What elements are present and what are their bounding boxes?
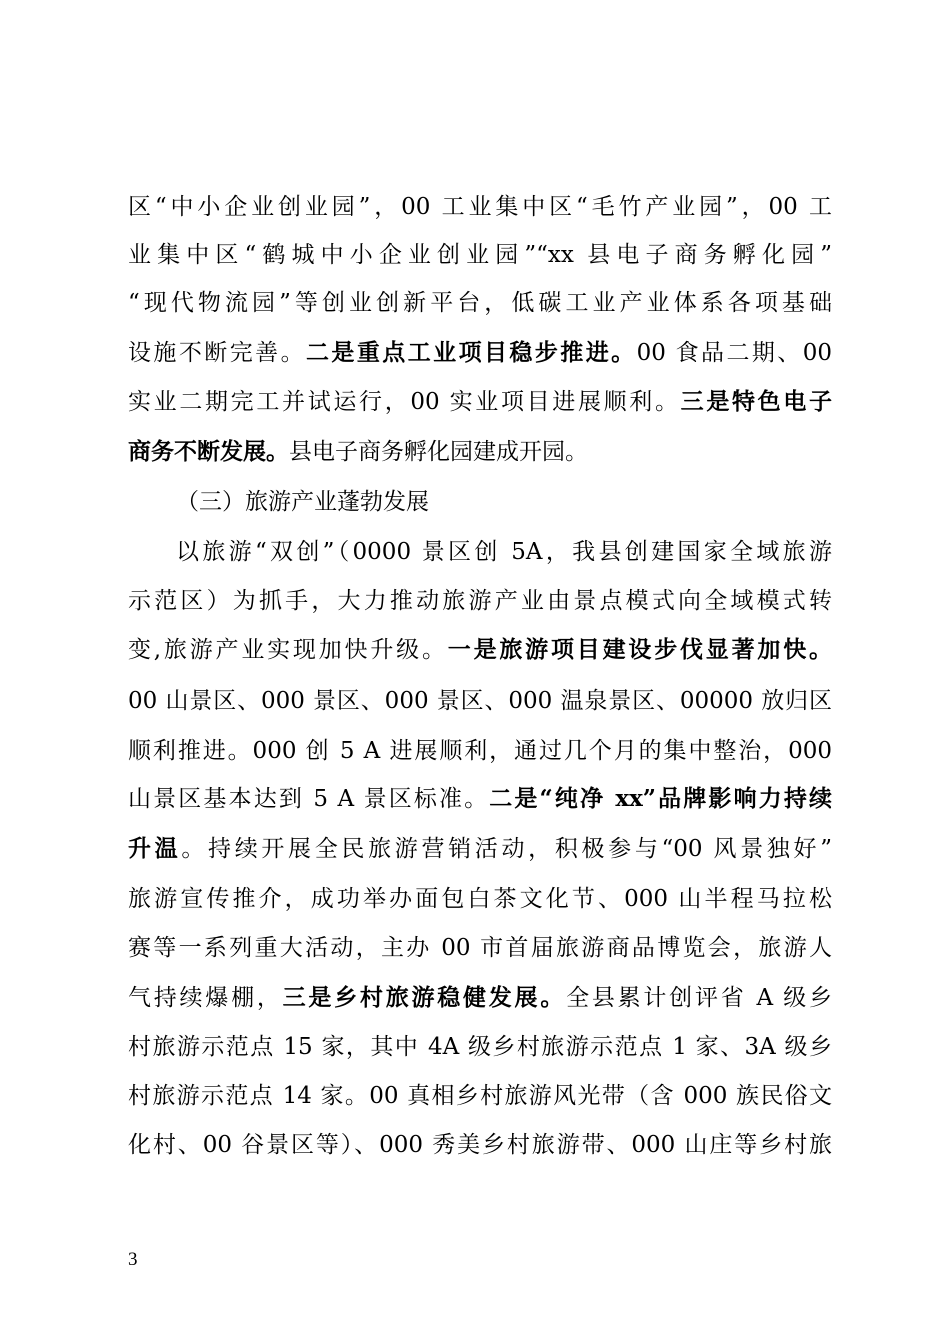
text-segment: 全县累计创评省 A 级乡 xyxy=(566,985,832,1011)
text-line xyxy=(128,283,832,323)
text-segment: 实业二期完工并试运行，00 实业项目进展顺利。 xyxy=(128,389,681,415)
text-segment: 赛等一系列重大活动，主办 00 市首届旅游商品博览会，旅游人 xyxy=(128,935,832,961)
bold-text-segment: 一是旅游项目建设步伐显著加快。 xyxy=(447,636,832,663)
bold-text-segment: 二是“纯净 xx”品牌影响力持续 xyxy=(489,785,832,812)
text-line xyxy=(128,187,832,227)
text-segment: 区“中小企业创业园”，00 工业集中区“毛竹产业园”，00 工 xyxy=(128,194,832,220)
text-line xyxy=(128,630,832,670)
text-segment: 以旅游“双创”（0000 景区创 5A，我县创建国家全域旅游 xyxy=(176,539,832,565)
text-segment: 。持续开展全民旅游营销活动，积极参与“00 风景独好” xyxy=(181,836,832,862)
text-line xyxy=(128,1027,832,1067)
bold-text-segment: 三是特色电子 xyxy=(680,388,832,415)
text-segment: 顺利推进。000 创 5 A 进展顺利，通过几个月的集中整治，000 xyxy=(128,738,832,764)
bold-text-segment: 二是重点工业项目稳步推进。 xyxy=(306,339,637,366)
text-segment: 设施不断完善。 xyxy=(128,340,306,366)
text-segment: 村旅游示范点 15 家，其中 4A 级乡村旅游示范点 1 家、3A 级乡 xyxy=(128,1034,832,1060)
bold-text-segment: 商务不断发展。 xyxy=(128,438,289,465)
text-line xyxy=(128,731,832,771)
text-segment: 示范区）为抓手，大力推动旅游产业由景点模式向全域模式转 xyxy=(128,588,832,614)
text-line xyxy=(128,235,832,275)
section-heading xyxy=(176,482,832,522)
bold-text-segment: 三是乡村旅游稳健发展。 xyxy=(282,984,567,1011)
text-segment: “现代物流园”等创业创新平台，低碳工业产业体系各项基础 xyxy=(128,290,832,316)
text-line xyxy=(128,978,832,1018)
text-segment: 00 食品二期、00 xyxy=(636,340,832,366)
text-line xyxy=(128,1125,832,1165)
text-line xyxy=(128,333,832,373)
text-segment: 旅游宣传推介，成功举办面包白茶文化节、000 山半程马拉松 xyxy=(128,886,832,912)
text-segment: 化村、00 谷景区等）、000 秀美乡村旅游带、000 山庄等乡村旅 xyxy=(128,1132,832,1158)
text-line xyxy=(128,432,832,472)
text-line xyxy=(128,879,832,919)
text-segment: 县电子商务孵化园建成开园。 xyxy=(289,439,588,465)
page-number: 3 xyxy=(128,1249,138,1270)
text-line xyxy=(128,382,832,422)
text-segment: （三）旅游产业蓬勃发展 xyxy=(176,489,429,515)
text-segment: 气持续爆棚， xyxy=(128,985,283,1011)
text-segment: 变,旅游产业实现加快升级。 xyxy=(128,637,448,663)
text-segment: 村旅游示范点 14 家。00 真相乡村旅游风光带（含 000 族民俗文 xyxy=(128,1083,832,1109)
text-line xyxy=(128,779,832,819)
text-line xyxy=(128,581,832,621)
text-segment: 业集中区“鹤城中小企业创业园”“xx 县电子商务孵化园” xyxy=(128,242,832,268)
bold-text-segment: 升温 xyxy=(128,835,182,862)
text-line xyxy=(128,681,832,721)
text-line xyxy=(128,928,832,968)
text-line xyxy=(176,532,832,572)
text-line xyxy=(128,1076,832,1116)
text-segment: 00 山景区、000 景区、000 景区、000 温泉景区、00000 放归区 xyxy=(128,688,832,714)
text-line xyxy=(128,829,832,869)
text-segment: 山景区基本达到 5 A 景区标准。 xyxy=(128,786,490,812)
